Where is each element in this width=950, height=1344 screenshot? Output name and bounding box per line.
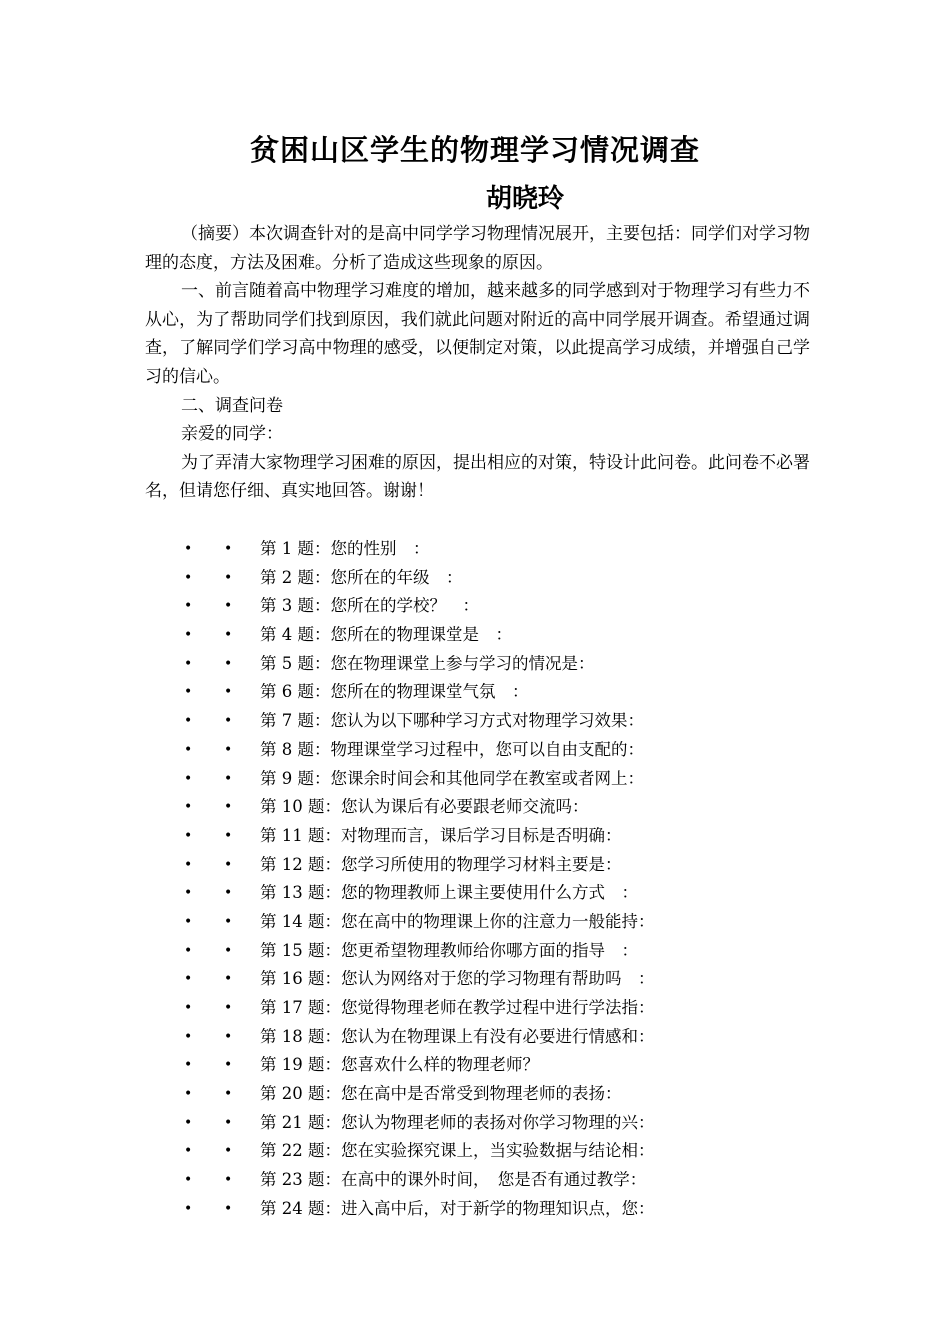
bullet-marker: •: [224, 655, 233, 672]
question-item: [184, 851, 824, 880]
bullet-marker: •: [224, 569, 233, 586]
bullet-marker: •: [224, 942, 233, 959]
bullet-marker: •: [224, 827, 233, 844]
body-text: [145, 220, 810, 506]
bullet-marker: •: [224, 971, 233, 988]
bullet-marker: •: [184, 1172, 193, 1189]
question-text: 第 21 题：您认为物理老师的表扬对你学习物理的兴：: [260, 1112, 655, 1132]
question-item: [184, 678, 824, 707]
bullet-marker: •: [224, 1086, 233, 1103]
question-text: 第 13 题：您的物理教师上课主要使用什么方式 ：: [260, 883, 638, 903]
question-item: [184, 965, 824, 994]
question-text: 第 10 题：您认为课后有必要跟老师交流吗：: [260, 797, 589, 817]
questionnaire-intro-paragraph: 为了弄清大家物理学习困难的原因，提出相应的对策，特设计此问卷。此问卷不必署名，但请您仔细、真实地回答。谢谢！: [145, 452, 810, 502]
question-text: 第 4 题：您所在的物理课堂是 ：: [260, 625, 512, 645]
question-text: 第 17 题：您觉得物理老师在教学过程中进行学法指：: [260, 998, 655, 1017]
bullet-marker: •: [184, 827, 193, 844]
bullet-marker: •: [224, 627, 233, 644]
bullet-marker: •: [224, 541, 233, 557]
bullet-marker: •: [184, 799, 193, 816]
question-item: [184, 1080, 824, 1109]
bullet-marker: •: [184, 1086, 193, 1103]
introduction-paragraph: 一、前言随着高中物理学习难度的增加，越来越多的同学感到对于物理学习有些力不从心，为了帮助同学们找到原因，我们就此问题对附近的高中同学展开调查。希望通过调查，了解同学们学习高中物理的感受，以便制定对策，以此提高学习成绩，并增强自己学习的信心。: [145, 281, 810, 387]
bullet-marker: •: [224, 885, 233, 902]
question-text: 第 5 题：您在物理课堂上参与学习的情况是：: [260, 653, 595, 673]
bullet-marker: •: [224, 1057, 233, 1074]
question-text: 第 3 题：您所在的学校？ ：: [260, 596, 479, 616]
question-text: 第 1 题：您的性别 ：: [260, 539, 430, 558]
question-item: [184, 650, 824, 679]
author-name: 胡晓玲: [485, 184, 564, 214]
question-text: 第 8 题：物理课堂学习过程中，您可以自由支配的：: [260, 739, 644, 759]
question-item: [184, 1137, 824, 1166]
bullet-marker: •: [224, 799, 233, 816]
question-item: [184, 707, 824, 736]
question-item: [184, 879, 824, 908]
question-text: 第 19 题：您喜欢什么样的物理老师？: [260, 1055, 539, 1075]
bullet-marker: •: [224, 1200, 233, 1217]
section-heading-questionnaire: 二、调查问卷: [181, 395, 283, 416]
bullet-marker: •: [184, 655, 193, 672]
bullet-marker: •: [184, 942, 193, 959]
question-text: 第 18 题：您认为在物理课上有没有必要进行情感和：: [260, 1026, 655, 1046]
bullet-marker: •: [184, 569, 193, 586]
bullet-marker: •: [224, 713, 233, 730]
bullet-marker: •: [184, 1200, 193, 1217]
bullet-marker: •: [224, 1028, 233, 1045]
bullet-marker: •: [224, 684, 233, 701]
bullet-marker: •: [184, 1114, 193, 1131]
question-item: [184, 937, 824, 966]
bullet-marker: •: [184, 971, 193, 988]
bullet-marker: •: [184, 913, 193, 930]
question-item: [184, 1051, 824, 1080]
salutation: 亲爱的同学：: [181, 424, 283, 445]
question-text: 第 2 题：您所在的年级 ：: [260, 567, 463, 587]
bullet-marker: •: [184, 713, 193, 730]
bullet-marker: •: [224, 913, 233, 930]
question-text: 第 22 题：您在实验探究课上，当实验数据与结论相：: [260, 1141, 655, 1161]
bullet-marker: •: [184, 741, 193, 758]
question-text: 第 24 题：进入高中后，对于新学的物理知识点，您：: [260, 1198, 655, 1218]
question-text: 第 6 题：您所在的物理课堂气氛 ：: [260, 682, 529, 702]
question-item: [184, 908, 824, 937]
bullet-marker: •: [184, 627, 193, 644]
bullet-marker: •: [184, 885, 193, 902]
question-text: 第 9 题：您课余时间会和其他同学在教室或者网上：: [260, 768, 644, 788]
question-item: [184, 535, 824, 564]
abstract-paragraph: （摘要）本次调查针对的是高中同学学习物理情况展开，主要包括：同学们对学习物理的态度，方法及困难。分析了造成这些现象的原因。: [145, 224, 810, 273]
bullet-marker: •: [224, 1000, 233, 1016]
question-text: 第 20 题：您在高中是否常受到物理老师的表扬：: [260, 1084, 622, 1104]
bullet-marker: •: [224, 770, 233, 787]
question-text: 第 12 题：您学习所使用的物理学习材料主要是：: [260, 854, 622, 874]
bullet-marker: •: [224, 1143, 233, 1160]
document-title: 贫困山区学生的物理学习情况调查: [249, 133, 700, 167]
question-item: [184, 1109, 824, 1138]
question-item: [184, 1195, 824, 1224]
question-item: [184, 592, 824, 621]
bullet-marker: •: [184, 770, 193, 787]
question-item: [184, 793, 824, 822]
bullet-marker: •: [224, 1172, 233, 1189]
bullet-marker: •: [184, 541, 193, 557]
bullet-marker: •: [184, 598, 193, 615]
question-text: 第 23 题：在高中的课外时间， 您是否有通过教学：: [260, 1170, 647, 1190]
question-item: [184, 765, 824, 794]
question-item: [184, 736, 824, 765]
question-text: 第 11 题：对物理而言，课后学习目标是否明确：: [260, 825, 622, 845]
bullet-marker: •: [224, 856, 233, 873]
question-item: [184, 822, 824, 851]
question-item: [184, 621, 824, 650]
question-text: 第 7 题：您认为以下哪种学习方式对物理学习效果：: [260, 711, 644, 731]
question-item: [184, 1166, 824, 1195]
question-text: 第 16 题：您认为网络对于您的学习物理有帮助吗 ：: [260, 969, 655, 989]
bullet-marker: •: [184, 684, 193, 701]
bullet-marker: •: [184, 856, 193, 873]
bullet-marker: •: [184, 1057, 193, 1074]
question-item: [184, 994, 824, 1023]
bullet-marker: •: [184, 1143, 193, 1160]
bullet-marker: •: [224, 598, 233, 615]
question-item: [184, 1023, 824, 1052]
question-item: [184, 564, 824, 593]
question-text: 第 15 题：您更希望物理教师给你哪方面的指导 ：: [260, 940, 638, 960]
bullet-marker: •: [184, 1028, 193, 1045]
bullet-marker: •: [224, 1114, 233, 1131]
question-list: [184, 535, 824, 1224]
bullet-marker: •: [224, 741, 233, 758]
bullet-marker: •: [184, 1000, 193, 1016]
question-text: 第 14 题：您在高中的物理课上你的注意力一般能持：: [260, 911, 655, 931]
